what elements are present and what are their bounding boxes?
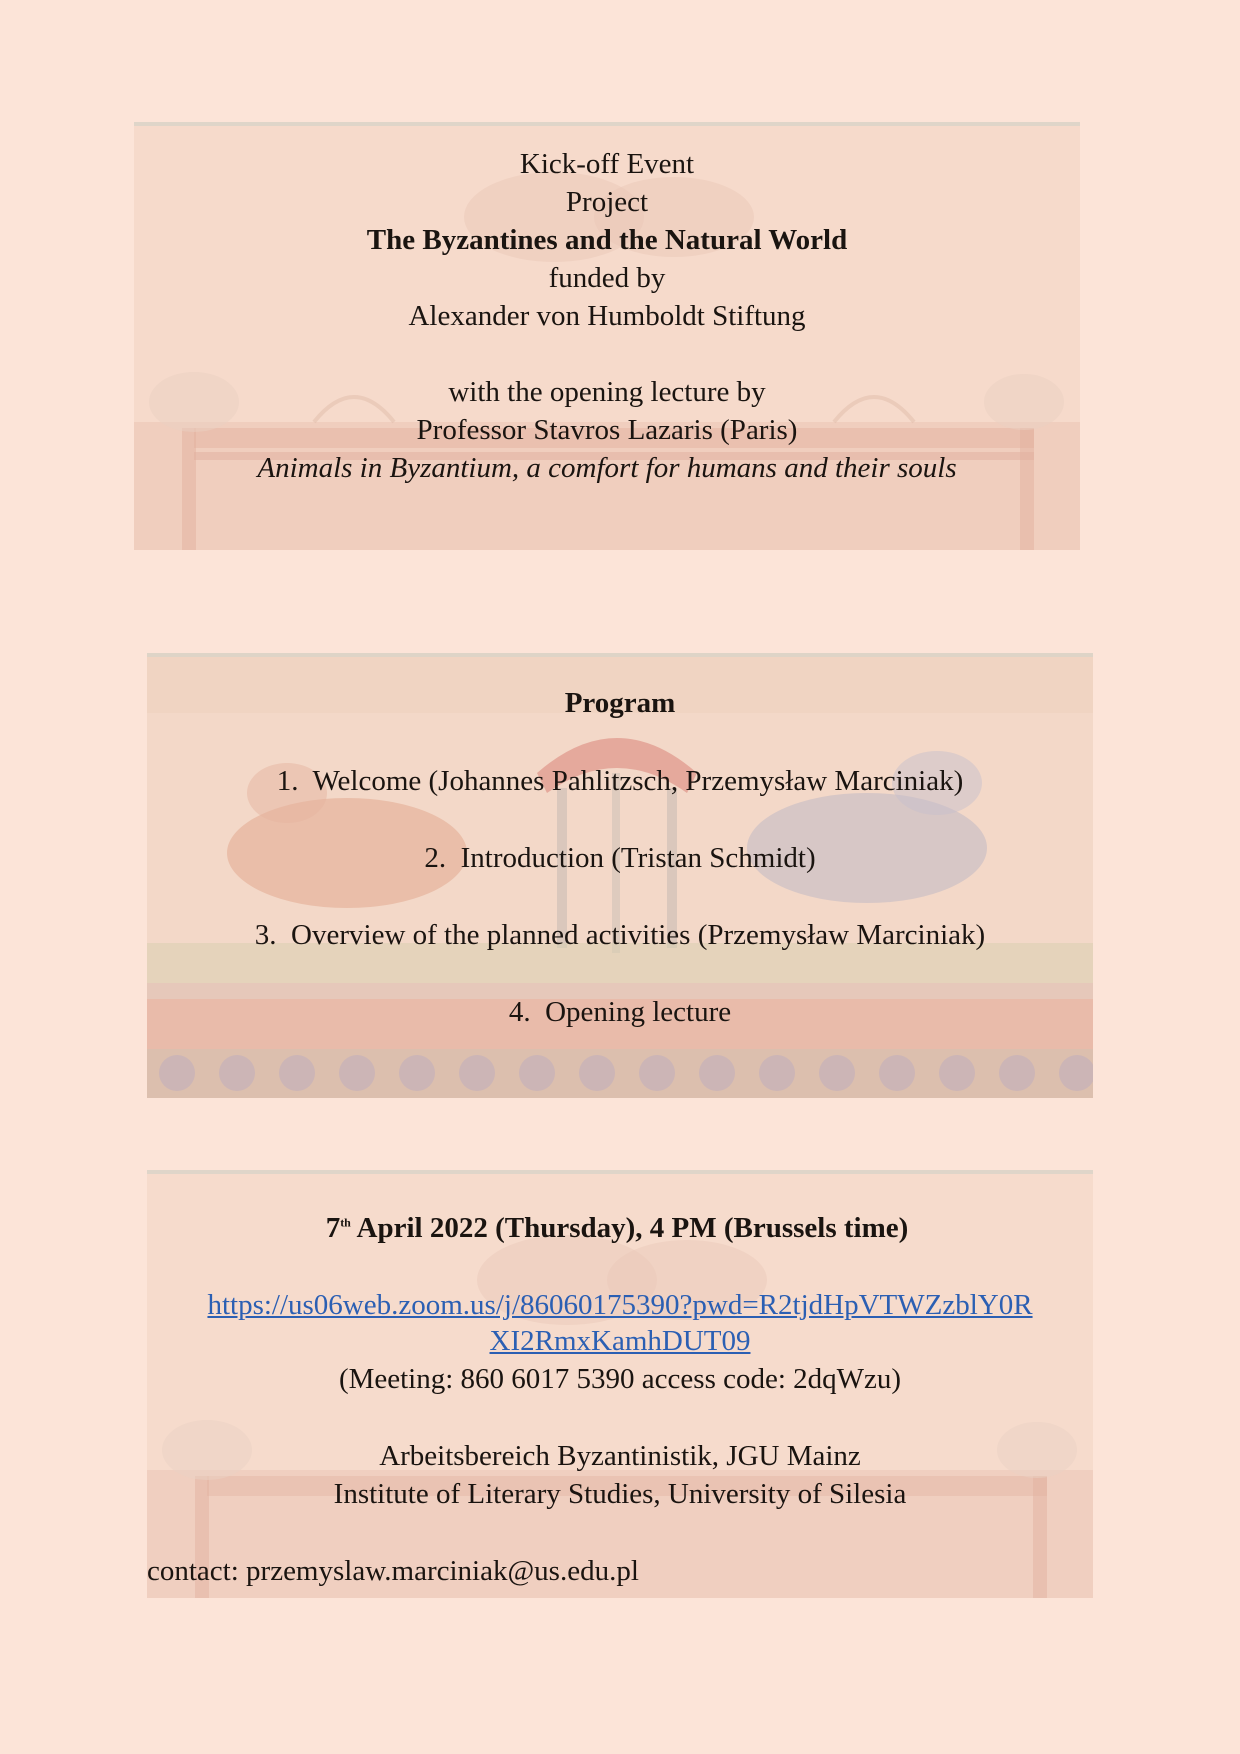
- program-item-text: Welcome (Johannes Pahlitzsch, Przemysław Marciniak): [312, 765, 964, 797]
- organizer-1: Arbeitsbereich Byzantinistik, JGU Mainz: [379, 1440, 861, 1472]
- program-item-3: [147, 917, 1093, 953]
- zoom-meeting-link[interactable]: https://us06web.zoom.us/j/86060175390?pwd=R2tjdHpVTWZzblY0R: [207, 1289, 1033, 1321]
- program-item-2: [147, 840, 1093, 876]
- program-item-number: 2.: [424, 842, 447, 874]
- speaker-name: Professor Stavros Lazaris (Paris): [416, 414, 798, 446]
- project-label: Project: [565, 186, 649, 218]
- header-text-block: [134, 122, 1080, 550]
- date-ordinal-suffix: th: [340, 1215, 351, 1230]
- project-title: The Byzantines and the Natural World: [366, 224, 848, 256]
- program-item-4: [147, 994, 1093, 1030]
- funded-by-label: funded by: [548, 262, 666, 294]
- date-rest: April 2022 (Thursday), 4 PM (Brussels time): [350, 1212, 909, 1244]
- program-item-number: 3.: [254, 919, 277, 951]
- date-day: 7: [325, 1212, 341, 1244]
- event-label: Kick-off Event: [519, 148, 695, 180]
- program-text-block: [147, 653, 1093, 1098]
- event-date: [147, 1210, 1093, 1246]
- header-panel: [134, 122, 1080, 550]
- program-heading: Program: [564, 687, 676, 719]
- funder-name: Alexander von Humboldt Stiftung: [408, 300, 806, 332]
- organizer-2: Institute of Literary Studies, University of Silesia: [333, 1478, 907, 1510]
- zoom-meeting-link-continued[interactable]: XI2RmxKamhDUT09: [489, 1325, 751, 1357]
- program-item-text: Overview of the planned activities (Przemysław Marciniak): [291, 919, 986, 951]
- program-item-number: 4.: [508, 996, 531, 1028]
- lecture-intro: with the opening lecture by: [448, 376, 766, 408]
- program-item-text: Introduction (Tristan Schmidt): [460, 842, 816, 874]
- program-item-number: 1.: [276, 765, 299, 797]
- program-item-1: [147, 763, 1093, 799]
- contact-email[interactable]: contact: przemyslaw.marciniak@us.edu.pl: [147, 1555, 639, 1587]
- zoom-link-line-1: [147, 1287, 1093, 1323]
- details-panel: [147, 1170, 1093, 1598]
- lecture-title: Animals in Byzantium, a comfort for humans and their souls: [257, 452, 957, 484]
- program-panel: [147, 653, 1093, 1098]
- details-text-block: [147, 1170, 1093, 1598]
- program-item-text: Opening lecture: [545, 996, 732, 1028]
- meeting-info: (Meeting: 860 6017 5390 access code: 2dqWzu): [338, 1363, 902, 1395]
- zoom-link-line-2: [147, 1323, 1093, 1359]
